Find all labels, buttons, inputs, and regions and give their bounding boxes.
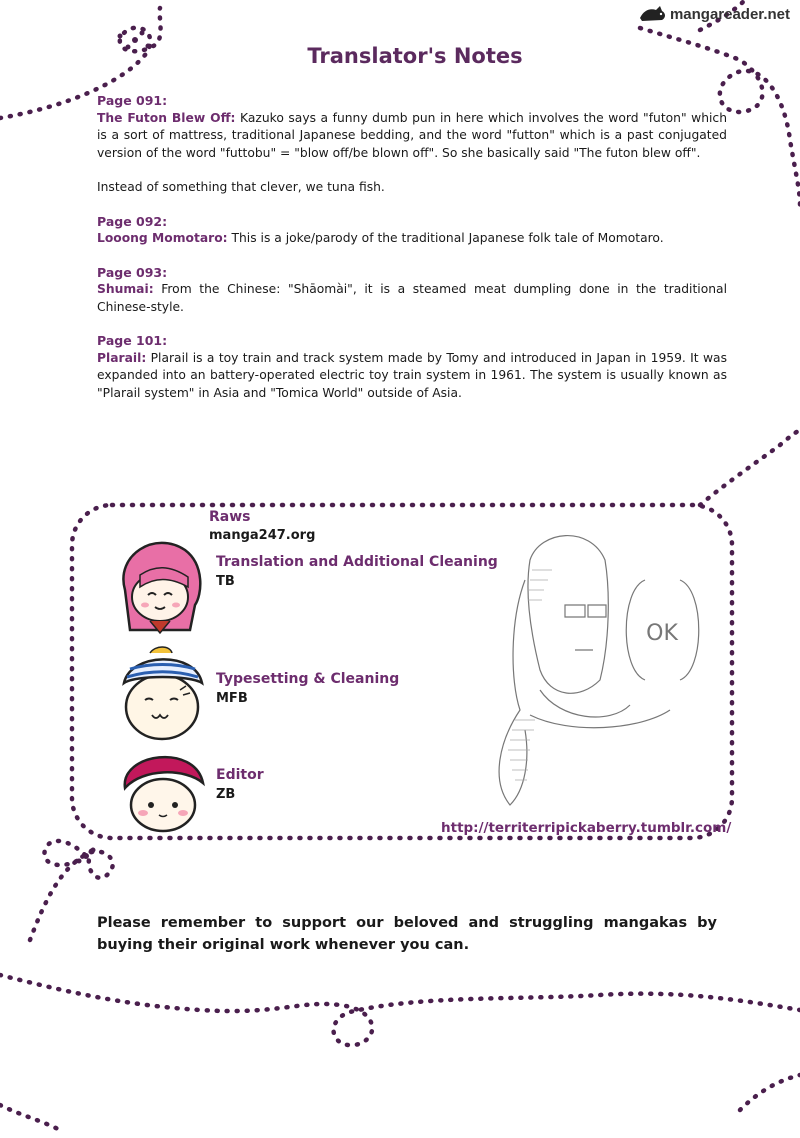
cat-icon <box>638 4 668 24</box>
note-page-number: Page 101: <box>97 333 168 348</box>
note-text: Plarail is a toy train and track system made by Tomy and introduced in Japan in 1959. It was expanded into an battery-operated electric toy train system in 1961. The system is usually known as "Plarail system" in Asia and "Tomica World" outside of Asia. <box>97 350 727 400</box>
sketch-speech-text: OK <box>646 621 678 646</box>
note-body <box>97 110 727 163</box>
note-page-number: Page 093: <box>97 264 168 280</box>
typesetting-label: Typesetting & Cleaning <box>216 671 400 687</box>
typesetting-value: MFB <box>216 691 248 706</box>
editor-avatar <box>115 743 210 838</box>
notes-list <box>97 92 727 418</box>
translator-avatar <box>110 535 210 640</box>
note-term: Plarail: <box>97 350 147 365</box>
page-title: Translator's Notes <box>307 44 523 68</box>
note-term: Shumai: <box>97 282 154 296</box>
footer-message: Please remember to support our beloved and struggling mangakas by buying their original work whenever you can. <box>97 915 717 953</box>
note-term: Looong Momotaro: <box>97 231 228 245</box>
note-page-091 <box>97 92 727 197</box>
note-body <box>97 281 727 316</box>
translation-value: TB <box>216 574 235 589</box>
raws-value: manga247.org <box>209 528 316 543</box>
pencil-sketch <box>470 520 720 820</box>
watermark <box>638 4 790 24</box>
note-text: From the Chinese: "Shāomài", it is a steamed meat dumpling done in the traditional Chinese-style. <box>97 282 727 314</box>
note-text: This is a joke/parody of the traditional Japanese folk tale of Momotaro. <box>231 231 664 245</box>
note-extra: Instead of something that clever, we tuna fish. <box>97 180 385 194</box>
raws-label: Raws <box>209 509 251 525</box>
credits-url-link[interactable]: http://territerripickaberry.tumblr.com/ <box>441 820 732 836</box>
note-page-number: Page 092: <box>97 213 168 229</box>
note-body <box>97 350 727 403</box>
translation-label: Translation and Additional Cleaning <box>216 554 498 570</box>
editor-value: ZB <box>216 787 236 802</box>
note-page-number: Page 091: <box>97 93 168 108</box>
editor-label: Editor <box>216 767 264 783</box>
note-text: Kazuko says a funny dumb pun in here which involves the word "futon" which is a sort of mattress, traditional Japanese bedding, and the word "futton" which is a past conjugated version of the word "futtobu" = "blow off/be blown off". So she basically said "The futon blew off". <box>97 110 727 160</box>
watermark-text: mangareader.net <box>669 5 790 23</box>
note-page-101 <box>97 332 727 402</box>
note-body <box>97 230 727 248</box>
note-term: The Futon Blew Off: <box>97 110 236 125</box>
typesetter-avatar <box>110 645 210 745</box>
note-page-092 <box>97 213 727 248</box>
note-page-093 <box>97 264 727 317</box>
